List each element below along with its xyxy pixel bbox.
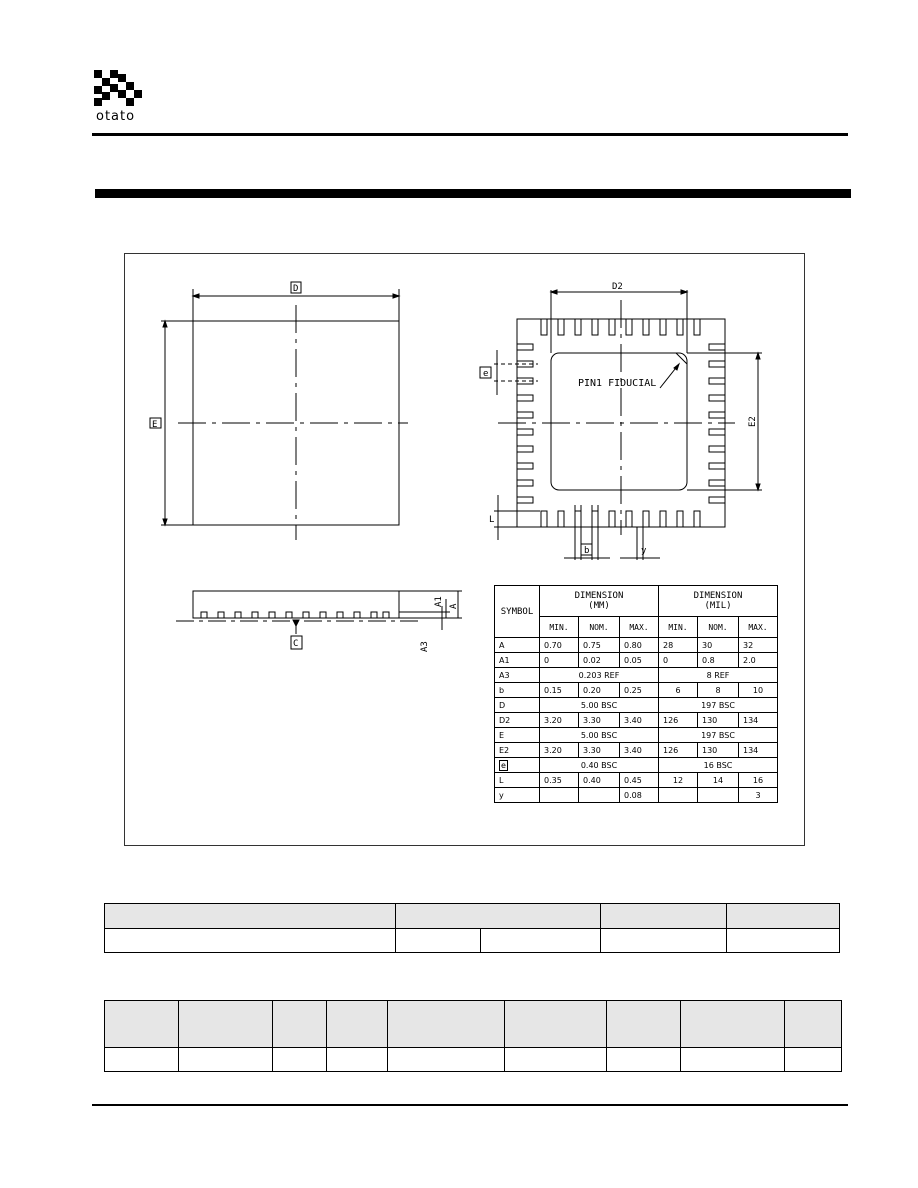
value-cell: 5.00 BSC <box>540 728 659 743</box>
form-cell <box>396 929 481 953</box>
symbol-cell: E <box>495 728 540 743</box>
form-cell <box>607 1001 681 1048</box>
value-cell <box>540 788 579 803</box>
value-cell: 3.20 <box>540 743 579 758</box>
value-cell: 0.80 <box>620 638 659 653</box>
mil-header: DIMENSION (MIL) <box>659 586 778 617</box>
value-cell: 126 <box>659 743 698 758</box>
form-cell <box>505 1048 607 1072</box>
value-cell: 0.05 <box>620 653 659 668</box>
value-cell: 12 <box>659 773 698 788</box>
dimension-row <box>495 638 778 653</box>
form-cell <box>105 1048 179 1072</box>
footer-rule <box>92 1104 848 1106</box>
dimension-row <box>495 653 778 668</box>
value-cell: 3.20 <box>540 713 579 728</box>
value-cell: 8 REF <box>659 668 778 683</box>
value-cell <box>698 788 739 803</box>
value-cell: 130 <box>698 743 739 758</box>
label-e: E <box>152 420 158 430</box>
value-cell: 126 <box>659 713 698 728</box>
info-table-2 <box>104 1000 842 1072</box>
value-cell: 3.30 <box>579 713 620 728</box>
value-cell: 0.35 <box>540 773 579 788</box>
value-cell: 16 BSC <box>659 758 778 773</box>
value-cell: 0.20 <box>579 683 620 698</box>
label-d2: D2 <box>612 282 623 292</box>
value-cell: 134 <box>739 743 778 758</box>
dimension-row <box>495 773 778 788</box>
form-cell <box>601 929 727 953</box>
label-e2: E2 <box>748 416 758 427</box>
form-cell <box>105 929 396 953</box>
value-cell: 3 <box>739 788 778 803</box>
form-cell <box>681 1048 785 1072</box>
value-cell: 0 <box>540 653 579 668</box>
value-cell: 0.75 <box>579 638 620 653</box>
sub-header: NOM. <box>579 617 620 638</box>
value-cell: 2.0 <box>739 653 778 668</box>
symbol-cell: A1 <box>495 653 540 668</box>
form-cell <box>607 1048 681 1072</box>
value-cell: 0.70 <box>540 638 579 653</box>
label-b: b <box>584 546 590 556</box>
sub-header: NOM. <box>698 617 739 638</box>
value-cell: 0.08 <box>620 788 659 803</box>
symbol-cell: A <box>495 638 540 653</box>
label-a1: A1 <box>434 596 444 607</box>
value-cell: 0 <box>659 653 698 668</box>
form-cell <box>481 929 601 953</box>
value-cell <box>579 788 620 803</box>
value-cell: 197 BSC <box>659 698 778 713</box>
form-cell <box>396 904 601 929</box>
symbol-cell: D2 <box>495 713 540 728</box>
dimension-table <box>494 585 778 803</box>
sub-header: MIN. <box>659 617 698 638</box>
label-a3: A3 <box>420 641 430 652</box>
form-cell <box>327 1048 388 1072</box>
form-cell <box>179 1001 273 1048</box>
dimension-row <box>495 728 778 743</box>
dimension-row <box>495 713 778 728</box>
dimension-row <box>495 698 778 713</box>
form-cell <box>388 1001 505 1048</box>
mm-header: DIMENSION (MM) <box>540 586 659 617</box>
symbol-cell: L <box>495 773 540 788</box>
dimension-row <box>495 758 778 773</box>
label-e-pitch: e <box>483 369 489 379</box>
form-cell <box>273 1001 327 1048</box>
sub-header: MAX. <box>620 617 659 638</box>
form-cell <box>681 1001 785 1048</box>
value-cell: 5.00 BSC <box>540 698 659 713</box>
value-cell: 6 <box>659 683 698 698</box>
label-d: D <box>293 284 299 294</box>
side-leads <box>201 612 389 618</box>
symbol-cell: y <box>495 788 540 803</box>
value-cell: 16 <box>739 773 778 788</box>
value-cell: 32 <box>739 638 778 653</box>
symbol-cell: b <box>495 683 540 698</box>
symbol-cell: A3 <box>495 668 540 683</box>
form-cell <box>505 1001 607 1048</box>
label-pin1: PIN1 FIDUCIAL <box>578 378 657 389</box>
value-cell: 0.15 <box>540 683 579 698</box>
exposed-pad <box>551 353 687 490</box>
sub-header: MAX. <box>739 617 778 638</box>
form-cell <box>327 1001 388 1048</box>
form-cell <box>179 1048 273 1072</box>
value-cell: 3.40 <box>620 713 659 728</box>
dimension-row <box>495 788 778 803</box>
label-c: C <box>293 639 299 649</box>
form-cell <box>105 1001 179 1048</box>
logo-text: otato <box>96 109 136 124</box>
value-cell: 3.40 <box>620 743 659 758</box>
value-cell: 28 <box>659 638 698 653</box>
value-cell: 0.02 <box>579 653 620 668</box>
symbol-cell: E2 <box>495 743 540 758</box>
form-cell <box>727 929 840 953</box>
value-cell: 134 <box>739 713 778 728</box>
value-cell: 0.40 <box>579 773 620 788</box>
value-cell: 0.203 REF <box>540 668 659 683</box>
form-cell <box>388 1048 505 1072</box>
form-cell <box>785 1048 842 1072</box>
value-cell <box>659 788 698 803</box>
dimension-row <box>495 668 778 683</box>
value-cell: 0.45 <box>620 773 659 788</box>
dimension-row <box>495 743 778 758</box>
info-table-1 <box>104 903 840 953</box>
dimension-row <box>495 683 778 698</box>
sub-header: MIN. <box>540 617 579 638</box>
value-cell: 197 BSC <box>659 728 778 743</box>
value-cell: 8 <box>698 683 739 698</box>
label-y: y <box>641 546 647 556</box>
symbol-cell: e <box>495 758 540 773</box>
form-cell <box>105 904 396 929</box>
form-cell <box>727 904 840 929</box>
value-cell: 10 <box>739 683 778 698</box>
symbol-header: SYMBOL <box>495 586 540 638</box>
value-cell: 0.25 <box>620 683 659 698</box>
label-l: L <box>489 515 495 525</box>
value-cell: 0.40 BSC <box>540 758 659 773</box>
value-cell: 3.30 <box>579 743 620 758</box>
value-cell: 130 <box>698 713 739 728</box>
form-cell <box>601 904 727 929</box>
form-cell <box>273 1048 327 1072</box>
value-cell: 0.8 <box>698 653 739 668</box>
value-cell: 14 <box>698 773 739 788</box>
form-cell <box>785 1001 842 1048</box>
value-cell: 30 <box>698 638 739 653</box>
label-a: A <box>449 603 459 609</box>
symbol-cell: D <box>495 698 540 713</box>
